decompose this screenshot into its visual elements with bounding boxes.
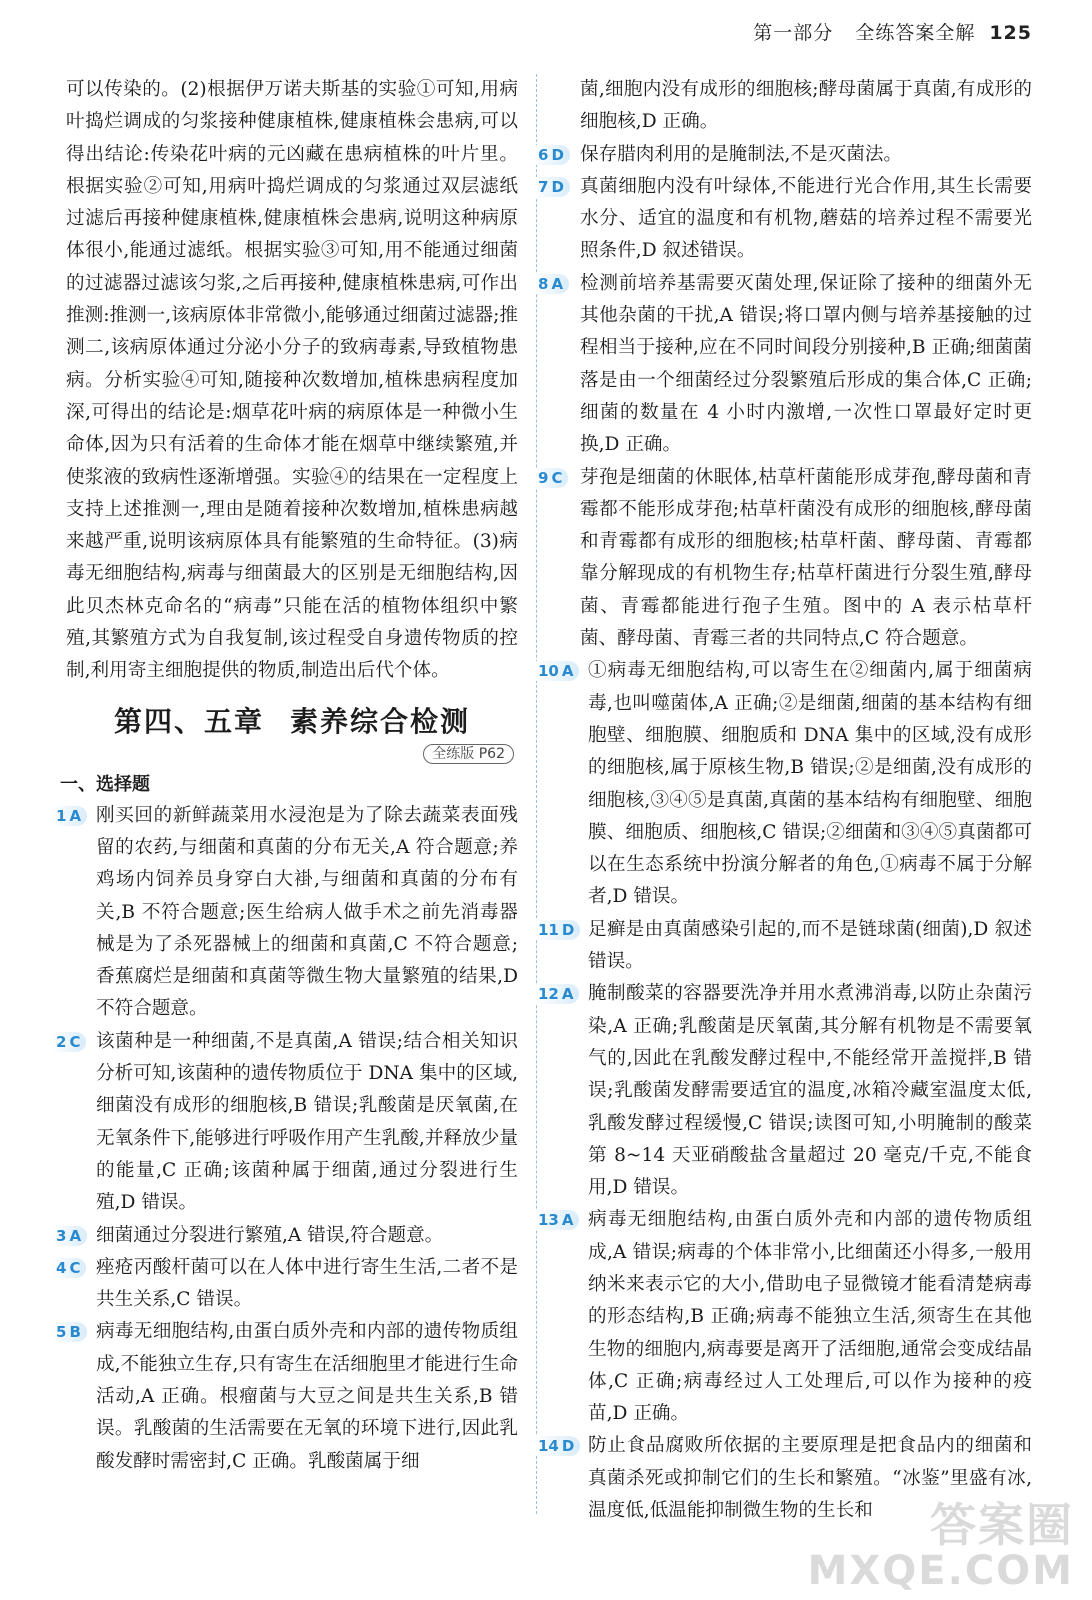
answer-item bbox=[538, 655, 1032, 913]
answer-letter: B bbox=[69, 1323, 81, 1342]
watermark-url: MXQE.COM bbox=[807, 1548, 1074, 1594]
answer-tag bbox=[534, 468, 568, 488]
answer-tag bbox=[52, 1322, 87, 1342]
answer-letter: C bbox=[69, 1032, 81, 1051]
answer-item bbox=[538, 462, 1032, 656]
answer-tag bbox=[52, 1258, 86, 1278]
question-number: 6 bbox=[538, 145, 549, 164]
badge-wrap bbox=[66, 742, 514, 764]
watermark bbox=[808, 1500, 1074, 1592]
answer-item bbox=[56, 1316, 518, 1477]
answer-item bbox=[538, 139, 1032, 171]
answer-text: 芽孢是细菌的休眠体,枯草杆菌能形成芽孢,酵母菌和青霉都不能形成芽孢;枯草杆菌没有成形的细胞核,酵母菌和青霉都有成形的细胞核;枯草杆菌、酵母菌、青霉都靠分解现成的有机物生存;枯草杆菌进行分裂生殖,酵母菌、青霉都能进行孢子生殖。图中的 A 表示枯草杆菌、酵母菌、青霉三者的共同特点,C 符合题意。 bbox=[580, 466, 1032, 650]
question-number: 8 bbox=[538, 274, 549, 293]
answer-text: 该菌种是一种细菌,不是真菌,A 错误;结合相关知识分析可知,该菌种的遗传物质位于 DNA 集中的区域,细菌没有成形的细胞核,B 错误;乳酸菌是厌氧菌,在无氧条件下,能够进行呼吸作用产生乳酸,并释放少量的能量,C 正确;该菌种属于细菌,通过分裂进行生殖,D 错误。 bbox=[96, 1030, 518, 1214]
question-number: 3 bbox=[56, 1226, 67, 1245]
answer-item bbox=[538, 171, 1032, 268]
answer-text: 足癣是由真菌感染引起的,而不是链球菌(细菌),D 叙述错误。 bbox=[588, 918, 1032, 973]
answer-item bbox=[538, 268, 1032, 462]
chapter-title: 素养综合检测 bbox=[290, 704, 471, 738]
answer-tag bbox=[52, 1032, 86, 1052]
answer-letter: A bbox=[561, 662, 574, 681]
edition-badge: 全练版 P62 bbox=[423, 744, 514, 764]
question-number: 9 bbox=[538, 468, 549, 487]
question-number: 5 bbox=[56, 1323, 67, 1342]
answer-item bbox=[56, 1026, 518, 1220]
answer-tag bbox=[534, 177, 570, 197]
question-number: 2 bbox=[56, 1032, 67, 1051]
question-number: 10 bbox=[538, 662, 559, 681]
answer-tag bbox=[534, 1436, 580, 1456]
answer-tag bbox=[534, 145, 570, 165]
intro-paragraph: 可以传染的。(2)根据伊万诺夫斯基的实验①可知,用病叶捣烂调成的匀浆接种健康植株,健康植株会患病,可以得出结论:传染花叶病的元凶藏在患病植株的叶片里。根据实验②可知,用病叶捣烂调成的匀浆通过双层滤纸过滤后再接种健康植株,健康植株会患病,说明这种病原体很小,能通过滤纸。根据实验③可知,用不能通过细菌的过滤器过滤该匀浆,之后再接种,健康植株患病,可作出推测:推测一,该病原体非常微小,能够通过细菌过滤器;推测二,该病原体通过分泌小分子的致病毒素,导致植物患病。分析实验④可知,随接种次数增加,植株患病程度加深,可得出的结论是:烟草花叶病的病原体是一种微小生命体,因为只有活着的生命体才能在烟草中继续繁殖,并使浆液的致病性逐渐增强。实验④的结果在一定程度上支持上述推测一,理由是随着接种次数增加,植株患病越来越严重,说明该病原体具有能繁殖的生命特征。(3)病毒无细胞结构,病毒与细菌最大的区别是无细胞结构,因此贝杰林克命名的“病毒”只能在活的植物体组织中繁殖,其繁殖方式为自我复制,该过程受自身遗传物质的控制,利用寄主细胞提供的物质,制造出后代个体。 bbox=[66, 79, 519, 682]
answer-item bbox=[538, 914, 1032, 979]
chapter-number: 第四、五章 bbox=[113, 704, 264, 738]
question-number: 13 bbox=[538, 1211, 559, 1230]
question-number: 1 bbox=[56, 806, 67, 825]
answer-letter: D bbox=[551, 145, 564, 164]
answer-text: 病毒无细胞结构,由蛋白质外壳和内部的遗传物质组成,不能独立生存,只有寄生在活细胞里才能进行生命活动,A 正确。根瘤菌与大豆之间是共生关系,B 错误。乳酸菌的生活需要在无氧的环境下进行,因此乳酸发酵时需密封,C 正确。乳酸菌属于细 bbox=[96, 1321, 518, 1472]
answer-item bbox=[56, 1252, 518, 1317]
answer-item bbox=[538, 1204, 1032, 1430]
answer-tag bbox=[52, 1226, 87, 1246]
answer-text: 痤疮丙酸杆菌可以在人体中进行寄生生活,二者不是共生关系,C 错误。 bbox=[96, 1256, 518, 1311]
answer-tag bbox=[52, 806, 87, 826]
question-number: 12 bbox=[538, 985, 559, 1004]
answer-tag bbox=[534, 1210, 579, 1230]
answer-letter: D bbox=[551, 177, 564, 196]
answer-text: 刚买回的新鲜蔬菜用水浸泡是为了除去蔬菜表面残留的农药,与细菌和真菌的分布无关,A 符合题意;养鸡场内饲养员身穿白大褂,与细菌和真菌的分布有关,B 不符合题意;医生给病人做手术之前先消毒器械是为了杀死器械上的细菌和真菌,C 不符合题意;香蕉腐烂是细菌和真菌等微生物大量繁殖的结果,D 不符合题意。 bbox=[96, 804, 518, 1020]
answer-text: 病毒无细胞结构,由蛋白质外壳和内部的遗传物质组成,A 错误;病毒的个体非常小,比细菌还小得多,一般用纳米来表示它的大小,借助电子显微镜才能看清楚病毒的形态结构,B 正确;病毒不能独立生活,须寄生在其他生物的细胞内,病毒要是离开了活细胞,通常会变成结晶体,C 正确;病毒经过人工处理后,可以作为接种的疫苗,D 正确。 bbox=[588, 1209, 1032, 1425]
answer-letter: A bbox=[561, 985, 574, 1004]
answer-text: 防止食品腐败所依据的主要原理是把食品内的细菌和真菌杀死或抑制它们的生长和繁殖。“冰鉴”里盛有冰,温度低,低温能抑制微生物的生长和 bbox=[588, 1435, 1032, 1522]
answer-tag bbox=[534, 920, 580, 940]
header-part: 第一部分 bbox=[753, 22, 834, 44]
page-header bbox=[753, 18, 1032, 45]
answer-item bbox=[538, 978, 1032, 1204]
answer-tag bbox=[534, 661, 579, 681]
header-title: 全练答案全解 bbox=[855, 22, 976, 44]
answer-text: ①病毒无细胞结构,可以寄生在②细菌内,属于细菌病毒,也叫噬菌体,A 正确;②是细菌,细菌的基本结构有细胞壁、细胞膜、细胞质和 DNA 集中的区域,没有成形的细胞核,属于原核生物,B 错误;②是细菌,没有成形的细胞核,③④⑤是真菌,真菌的基本结构有细胞壁、细胞膜、细胞质、细胞核,C 错误;②细菌和③④⑤真菌都可以在生态系统中扮演分解者的角色,①病毒不属于分解者,D 错误。 bbox=[588, 660, 1032, 908]
answer-item bbox=[56, 800, 518, 1026]
chapter-heading bbox=[66, 702, 518, 742]
answer-text: 检测前培养基需要灭菌处理,保证除了接种的细菌外无其他杂菌的干扰,A 错误;将口罩内侧与培养基接触的过程相当于接种,应在不同时间段分别接种,B 正确;细菌菌落是由一个细菌经过分裂繁殖后形成的集合体,C 正确;细菌的数量在 4 小时内激增,一次性口罩最好定时更换,D 正确。 bbox=[580, 272, 1032, 456]
answer-letter: C bbox=[551, 468, 563, 487]
watermark-logo: 答案圈 bbox=[930, 1498, 1074, 1552]
question-number: 4 bbox=[56, 1258, 67, 1277]
answer-letter: A bbox=[69, 1226, 82, 1245]
question-number: 14 bbox=[538, 1437, 559, 1456]
answer-letter: A bbox=[561, 1211, 574, 1230]
left-column bbox=[56, 74, 519, 1478]
answer-letter: D bbox=[561, 920, 575, 939]
question-number: 11 bbox=[538, 920, 559, 939]
answer-tag bbox=[534, 984, 579, 1004]
section-heading: 一、选择题 bbox=[60, 773, 150, 795]
answer-text: 保存腊肉利用的是腌制法,不是灭菌法。 bbox=[580, 143, 903, 165]
page-number: 125 bbox=[989, 22, 1032, 44]
answer-letter: D bbox=[561, 1437, 575, 1456]
answer-letter: C bbox=[69, 1258, 81, 1277]
answer-letter: A bbox=[69, 806, 82, 825]
continued-paragraph: 菌,细胞内没有成形的细胞核;酵母菌属于真菌,有成形的细胞核,D 正确。 bbox=[580, 79, 1032, 133]
answer-text: 细菌通过分裂进行繁殖,A 错误,符合题意。 bbox=[96, 1224, 444, 1246]
answer-tag bbox=[534, 274, 569, 294]
question-number: 7 bbox=[538, 177, 549, 196]
answer-text: 腌制酸菜的容器要洗净并用水煮沸消毒,以防止杂菌污染,A 正确;乳酸菌是厌氧菌,其分解有机物是不需要氧气的,因此在乳酸发酵过程中,不能经常开盖搅拌,B 错误;乳酸菌发酵需要适宜的温度,冰箱冷藏室温度太低,乳酸发酵过程缓慢,C 错误;读图可知,小明腌制的酸菜第 8~14 天亚硝酸盐含量超过 20 毫克/千克,不能食用,D 错误。 bbox=[588, 983, 1032, 1199]
answer-text: 真菌细胞内没有叶绿体,不能进行光合作用,其生长需要水分、适宜的温度和有机物,蘑菇的培养过程不需要光照条件,D 叙述错误。 bbox=[580, 175, 1032, 262]
answer-item bbox=[56, 1220, 518, 1252]
right-column bbox=[538, 74, 1032, 1527]
answer-letter: A bbox=[551, 274, 564, 293]
